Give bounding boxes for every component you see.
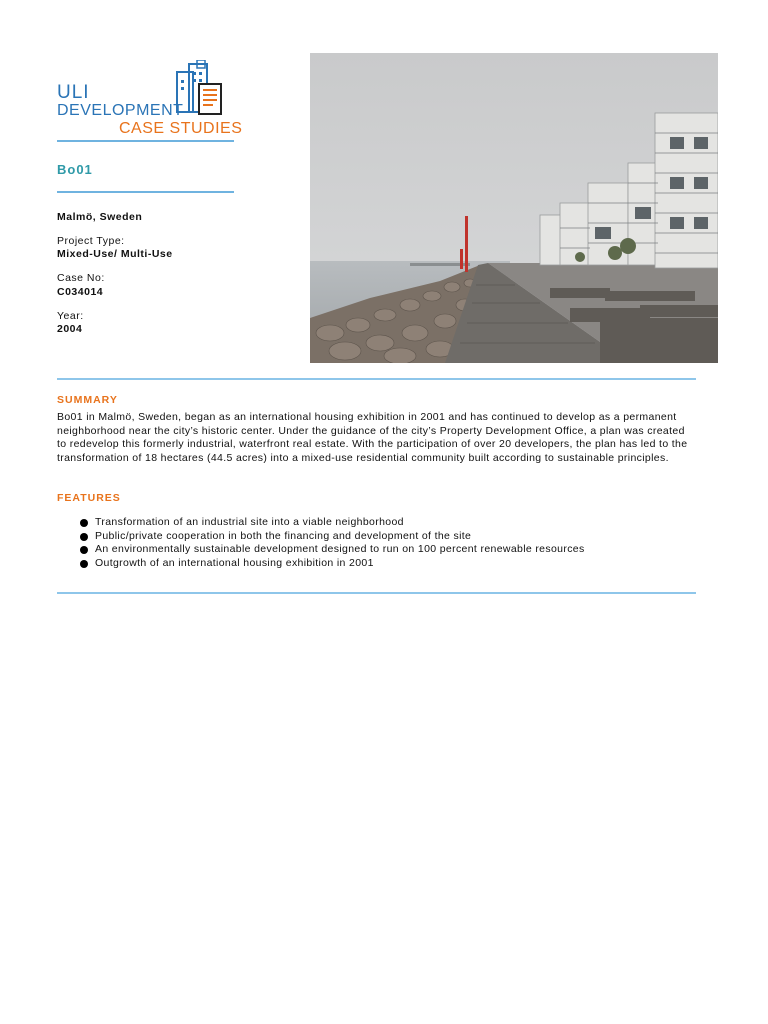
list-item (80, 516, 585, 530)
logo-underline (57, 140, 234, 142)
bullet-icon (80, 533, 88, 541)
year-label: Year: (57, 310, 84, 322)
feature-text: Transformation of an industrial site into a viable neighborhood (95, 516, 404, 528)
page-title: Bo01 (57, 162, 93, 177)
list-item (80, 530, 585, 544)
features-list (80, 516, 585, 570)
bullet-icon (80, 546, 88, 554)
title-divider (57, 191, 234, 193)
feature-text: Public/private cooperation in both the financing and development of the site (95, 529, 472, 542)
features-heading: FEATURES (57, 492, 121, 504)
summary-heading: SUMMARY (57, 394, 118, 406)
list-item (80, 543, 585, 557)
feature-text: Outgrowth of an international housing exhibition in 2001 (95, 556, 374, 569)
summary-text: Bo01 in Malmö, Sweden, began as an international housing exhibition in 2001 and has continued to develop as a permanent neighborhood near the city’s historic center. Under the guidance of the city’s Property Development Office, a plan was created to redevelop this formerly industrial, waterfront real estate. With the participation of over 20 developers, the plan has led to the transformation of 18 hectares (44.5 acres) into a mixed-use residential community built according to sustainable principles. (57, 411, 688, 464)
uli-logo (57, 60, 247, 142)
project-type-label: Project Type: (57, 235, 125, 247)
divider-top (57, 378, 696, 380)
list-item (80, 557, 585, 571)
project-type-value: Mixed-Use/ Multi-Use (57, 248, 173, 260)
waterfront-photo (310, 53, 718, 363)
location: Malmö, Sweden (57, 211, 143, 223)
logo-case-studies-text: CASE STUDIES (119, 120, 243, 137)
logo-uli-text: ULI (57, 82, 90, 103)
logo-development-text: DEVELOPMENT (57, 102, 184, 119)
bullet-icon (80, 519, 88, 527)
feature-text: An environmentally sustainable development designed to run on 100 percent renewable resources (95, 543, 585, 556)
bullet-icon (80, 560, 88, 568)
year-value: 2004 (57, 323, 83, 335)
case-no-value: C034014 (57, 286, 104, 298)
case-no-label: Case No: (57, 272, 105, 284)
divider-bottom (57, 592, 696, 594)
